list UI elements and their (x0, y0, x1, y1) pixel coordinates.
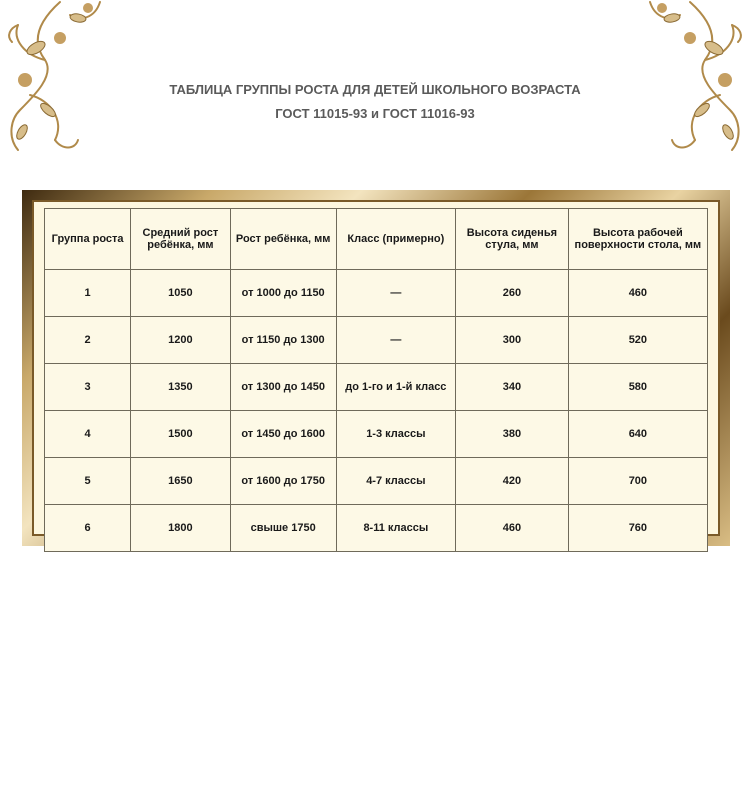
header-avg-height: Средний рост ребёнка, мм (131, 209, 230, 270)
cell-height-range: свыше 1750 (230, 505, 336, 552)
cell-height-range: от 1000 до 1150 (230, 270, 336, 317)
cell-desk-height: 700 (568, 458, 707, 505)
cell-seat-height: 380 (456, 411, 569, 458)
cell-group: 1 (45, 270, 131, 317)
cell-group: 2 (45, 317, 131, 364)
table-header-row (45, 209, 708, 270)
cell-grade: — (336, 270, 455, 317)
cell-group: 4 (45, 411, 131, 458)
cell-seat-height: 300 (456, 317, 569, 364)
cell-avg-height: 1050 (131, 270, 230, 317)
page-subtitle: ГОСТ 11015-93 и ГОСТ 11016-93 (275, 106, 475, 121)
table-frame-inner (32, 200, 720, 536)
cell-height-range: от 1450 до 1600 (230, 411, 336, 458)
cell-desk-height: 520 (568, 317, 707, 364)
cell-desk-height: 760 (568, 505, 707, 552)
header-group: Группа роста (45, 209, 131, 270)
header-desk-height: Высота рабочей поверхности стола, мм (568, 209, 707, 270)
table-row (45, 458, 708, 505)
cell-group: 6 (45, 505, 131, 552)
page-title: ТАБЛИЦА ГРУППЫ РОСТА ДЛЯ ДЕТЕЙ ШКОЛЬНОГО ВОЗРАСТА (169, 82, 581, 97)
header-seat-height: Высота сиденья стула, мм (456, 209, 569, 270)
cell-grade: — (336, 317, 455, 364)
table-row (45, 270, 708, 317)
cell-grade: 4-7 классы (336, 458, 455, 505)
table-row (45, 505, 708, 552)
cell-grade: до 1-го и 1-й класс (336, 364, 455, 411)
table-row (45, 411, 708, 458)
cell-desk-height: 460 (568, 270, 707, 317)
cell-height-range: от 1150 до 1300 (230, 317, 336, 364)
cell-desk-height: 580 (568, 364, 707, 411)
cell-avg-height: 1500 (131, 411, 230, 458)
table-frame (22, 190, 730, 546)
cell-height-range: от 1300 до 1450 (230, 364, 336, 411)
cell-avg-height: 1200 (131, 317, 230, 364)
cell-group: 3 (45, 364, 131, 411)
cell-avg-height: 1350 (131, 364, 230, 411)
cell-grade: 8-11 классы (336, 505, 455, 552)
cell-height-range: от 1600 до 1750 (230, 458, 336, 505)
cell-avg-height: 1650 (131, 458, 230, 505)
height-groups-table (44, 208, 708, 552)
cell-seat-height: 460 (456, 505, 569, 552)
cell-avg-height: 1800 (131, 505, 230, 552)
page-header (0, 78, 750, 126)
header-height-range: Рост ребёнка, мм (230, 209, 336, 270)
cell-seat-height: 260 (456, 270, 569, 317)
cell-grade: 1-3 классы (336, 411, 455, 458)
cell-seat-height: 420 (456, 458, 569, 505)
cell-seat-height: 340 (456, 364, 569, 411)
header-grade: Класс (примерно) (336, 209, 455, 270)
cell-group: 5 (45, 458, 131, 505)
cell-desk-height: 640 (568, 411, 707, 458)
table-row (45, 317, 708, 364)
table-row (45, 364, 708, 411)
